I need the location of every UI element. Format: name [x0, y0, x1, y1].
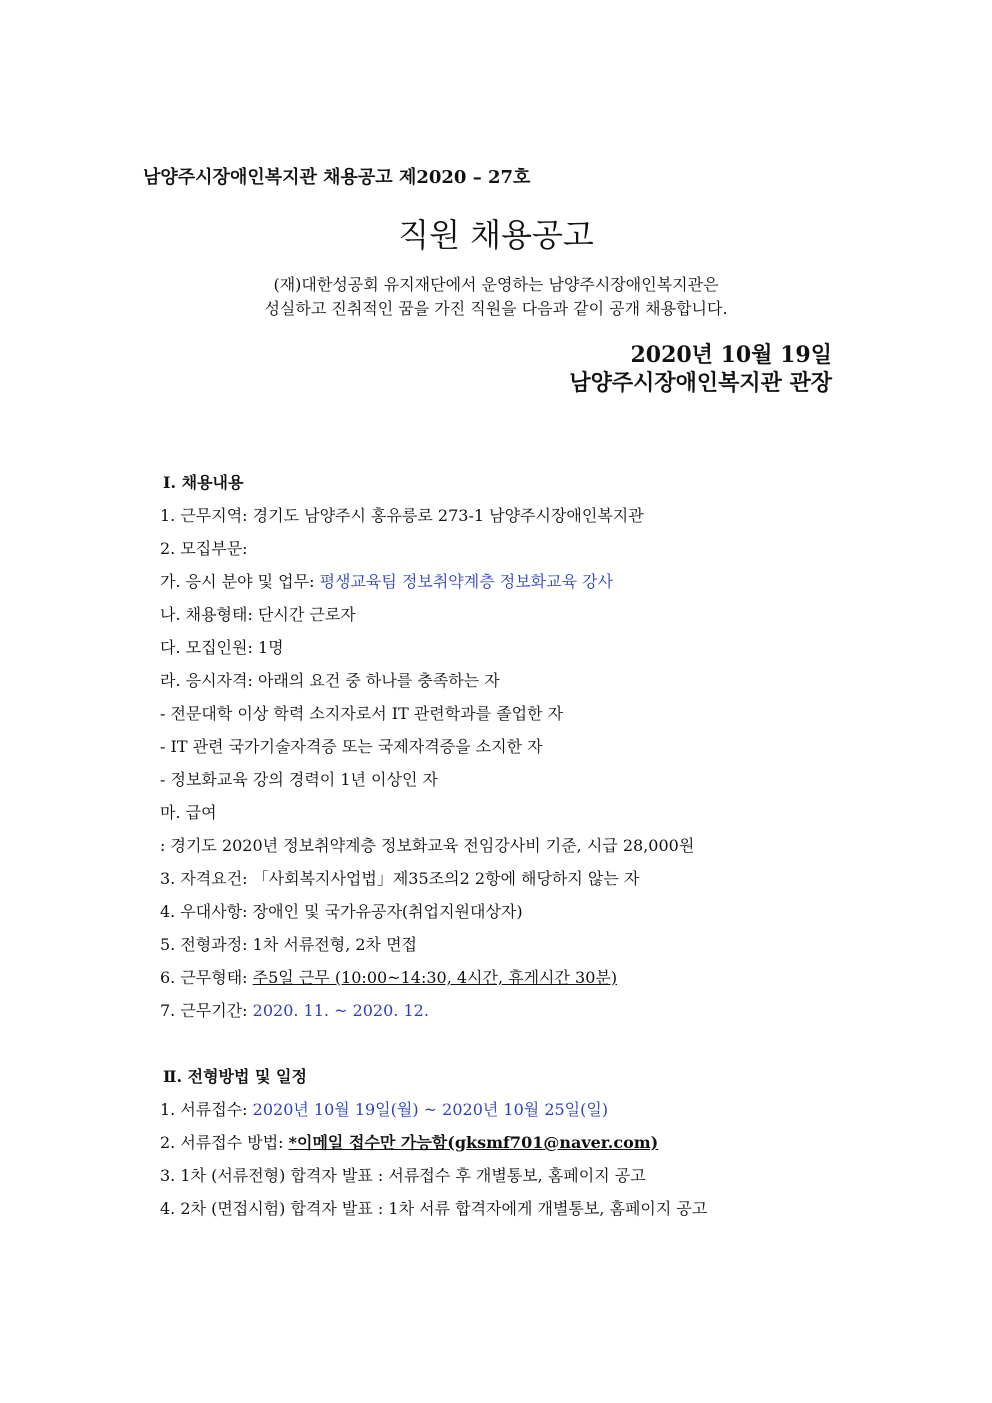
section2-heading: Ⅱ. 전형방법 및 일정: [163, 1067, 307, 1086]
line-value: 장애인 및 국가유공자(취업지원대상자): [252, 902, 523, 921]
line-label: 7. 근무기간:: [160, 1001, 253, 1020]
application-period: [160, 1097, 608, 1120]
line-label: 마. 급여: [160, 803, 217, 822]
line-label: -: [160, 770, 171, 789]
line-label: 라. 응시자격:: [160, 671, 258, 690]
line-label: 다. 모집인원:: [160, 638, 258, 657]
line-label: :: [160, 836, 171, 855]
line-label: 나. 채용형태:: [160, 605, 258, 624]
work-period: [160, 998, 429, 1021]
application-method: [160, 1130, 658, 1153]
first-round-announcement: [160, 1163, 646, 1186]
line-label: 4. 우대사항:: [160, 902, 253, 921]
application-email[interactable]: *이메일 접수만 가능함(gksmf701@naver.com): [288, 1133, 659, 1152]
eligibility: [160, 866, 639, 889]
line-value: 정보화교육 강의 경력이 1년 이상인 자: [170, 770, 438, 789]
preference: [160, 899, 523, 922]
line-value: 전문대학 이상 학력 소지자로서 IT 관련학과를 졸업한 자: [170, 704, 564, 723]
line-label: 1. 근무지역:: [160, 506, 253, 525]
intro-line-2: 성실하고 진취적인 꿈을 가진 직원을 다음과 같이 공개 채용합니다.: [264, 299, 728, 318]
line-label: -: [160, 737, 171, 756]
headcount: [160, 635, 284, 658]
section1-heading: Ⅰ. 채용내용: [163, 473, 244, 492]
page-title: 직원 채용공고: [398, 216, 594, 254]
salary-detail: [160, 833, 694, 856]
work-location: [160, 503, 644, 526]
qualification-item: [160, 734, 543, 757]
line-label: 4. 2차 (면접시험) 합격자 발표 :: [160, 1199, 389, 1218]
line-value: 아래의 요건 중 하나를 충족하는 자: [257, 671, 500, 690]
line-label: 5. 전형과정:: [160, 935, 253, 954]
line-value: 2020년 10월 19일(월) ~ 2020년 10월 25일(일): [252, 1100, 609, 1119]
line-label: 가. 응시 분야 및 업무:: [160, 572, 320, 591]
notice-number: 남양주시장애인복지관 채용공고 제2020 – 27호: [143, 167, 531, 188]
work-schedule: [160, 965, 617, 988]
employment-type: [160, 602, 356, 625]
line-value: 1명: [257, 638, 284, 657]
line-value: 단시간 근로자: [257, 605, 356, 624]
line-value: 1차 서류 합격자에게 개별통보, 홈페이지 공고: [388, 1199, 708, 1218]
line-value: 「사회복지사업법」제35조의2 2항에 해당하지 않는 자: [252, 869, 640, 888]
line-label: 2. 서류접수 방법:: [160, 1133, 289, 1152]
announcement-date: 2020년 10월 19일: [630, 342, 832, 368]
qualification-item: [160, 701, 563, 724]
line-value: 2020. 11. ~ 2020. 12.: [252, 1001, 429, 1020]
signatory: 남양주시장애인복지관 관장: [569, 370, 832, 396]
job-duty: [160, 569, 613, 592]
line-value: 평생교육팀 정보취약계층 정보화교육 강사: [319, 572, 614, 591]
qualifications: [160, 668, 500, 691]
qualification-item: [160, 767, 438, 790]
selection-process: [160, 932, 417, 955]
line-value: 주5일 근무 (10:00~14:30, 4시간, 휴게시간 30분): [252, 968, 618, 987]
line-label: 6. 근무형태:: [160, 968, 253, 987]
line-label: 2. 모집부문:: [160, 539, 248, 558]
recruit-field: [160, 536, 248, 559]
line-label: 3. 1차 (서류전형) 합격자 발표 :: [160, 1166, 389, 1185]
second-round-announcement: [160, 1196, 707, 1219]
line-value: 1차 서류전형, 2차 면접: [252, 935, 418, 954]
line-label: 1. 서류접수:: [160, 1100, 253, 1119]
line-value: IT 관련 국가기술자격증 또는 국제자격증을 소지한 자: [170, 737, 543, 756]
line-value: 서류접수 후 개별통보, 홈페이지 공고: [388, 1166, 646, 1185]
line-label: -: [160, 704, 171, 723]
line-value: 경기도 2020년 정보취약계층 정보화교육 전임강사비 기준, 시급 28,000원: [170, 836, 695, 855]
line-label: 3. 자격요건:: [160, 869, 253, 888]
intro-line-1: (재)대한성공회 유지재단에서 운영하는 남양주시장애인복지관은: [273, 275, 719, 294]
line-value: 경기도 남양주시 홍유릉로 273-1 남양주시장애인복지관: [252, 506, 644, 525]
salary-heading: [160, 800, 217, 823]
